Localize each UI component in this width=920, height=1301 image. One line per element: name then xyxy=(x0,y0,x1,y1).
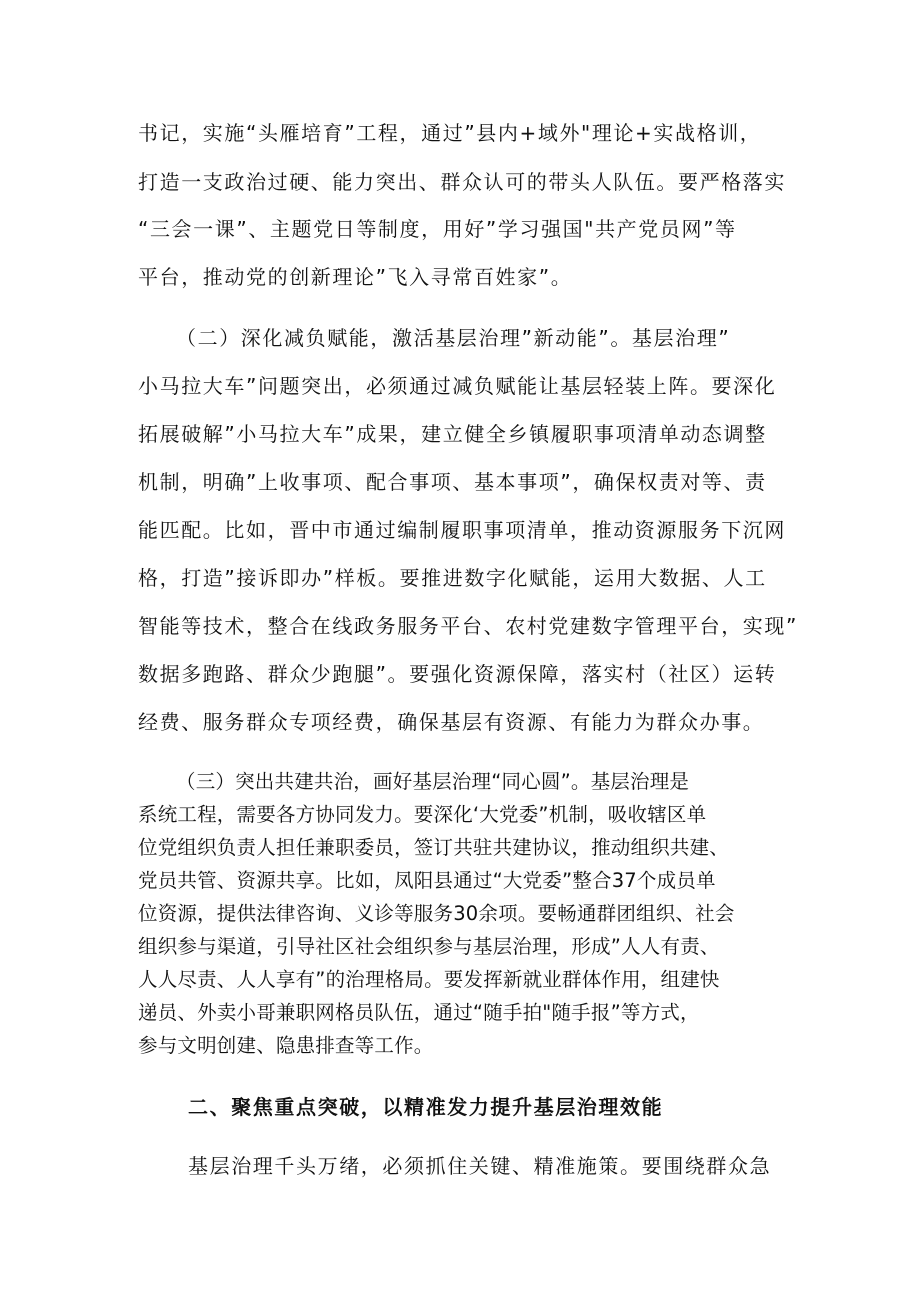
text-line: “三会一课”、主题党日等制度，用好”学习强国"共产党员网”等 xyxy=(138,217,737,241)
text-line: 基层治理千头万绪，必须抓住关键、精准施策。要围绕群众急 xyxy=(188,1154,772,1178)
text-line: 位资源，提供法律咨询、义诊等服务30余项。要畅通群团组织、社会 xyxy=(138,902,735,925)
text-line: 递员、外卖小哥兼职网格员队伍，通过“随手拍"随手报”等方式， xyxy=(138,1001,700,1024)
text-line: 经费、服务群众专项经费，确保基层有资源、有能力为群众办事。 xyxy=(138,710,765,734)
text-line: 智能等技术，整合在线政务服务平台、农村党建数字管理平台，实现” xyxy=(138,614,798,638)
text-line: 能匹配。比如，晋中市通过编制履职事项清单，推动资源服务下沉网 xyxy=(138,518,786,542)
text-line: 平台，推动党的创新理论”飞入寻常百姓家”。 xyxy=(138,265,573,289)
text-line: 数据多跑路、群众少跑腿”。要强化资源保障，落实村（社区）运转 xyxy=(138,662,777,686)
text-line: 拓展破解”小马拉大车”成果，建立健全乡镇履职事项清单动态调整 xyxy=(138,422,767,446)
text-line: （三）突出共建共治，画好基层治理“同心圆”。基层治理是 xyxy=(176,770,690,793)
text-line: 书记，实施“头雁培育”工程，通过”县内+域外"理论+实战格训， xyxy=(138,121,762,145)
text-line: 参与文明创建、隐患排查等工作。 xyxy=(138,1034,434,1057)
text-line: （二）深化减负赋能，激活基层治理”新动能”。基层治理” xyxy=(176,326,731,350)
text-line: 组织参与渠道，引导社区社会组织参与基层治理，形成”人人有责、 xyxy=(138,935,720,958)
text-line: 格，打造”接诉即办”样板。要推进数字化赋能，运用大数据、人工 xyxy=(138,566,767,590)
text-line: 小马拉大车”问题突出，必须通过减负赋能让基层轻装上阵。要深化 xyxy=(138,374,777,398)
section-heading: 二、聚焦重点突破，以精准发力提升基层治理效能 xyxy=(188,1095,664,1119)
text-line: 人人尽责、人人享有”的治理格局。要发挥新就业群体作用，组建快 xyxy=(138,968,720,991)
text-line: 位党组织负责人担任兼职委员，签订共驻共建协议，推动组织共建、 xyxy=(138,836,730,859)
text-line: 机制，明确”上收事项、配合事项、基本事项”，确保权责对等、责 xyxy=(138,470,767,494)
text-line: 系统工程，需要各方协同发力。要深化‘大党委”机制，吸收辖区单 xyxy=(138,803,707,826)
text-line: 党员共管、资源共享。比如，凤阳县通过“大党委”整合37个成员单 xyxy=(138,869,716,892)
text-line: 打造一支政治过硬、能力突出、群众认可的带头人队伍。要严格落实 xyxy=(138,170,786,194)
